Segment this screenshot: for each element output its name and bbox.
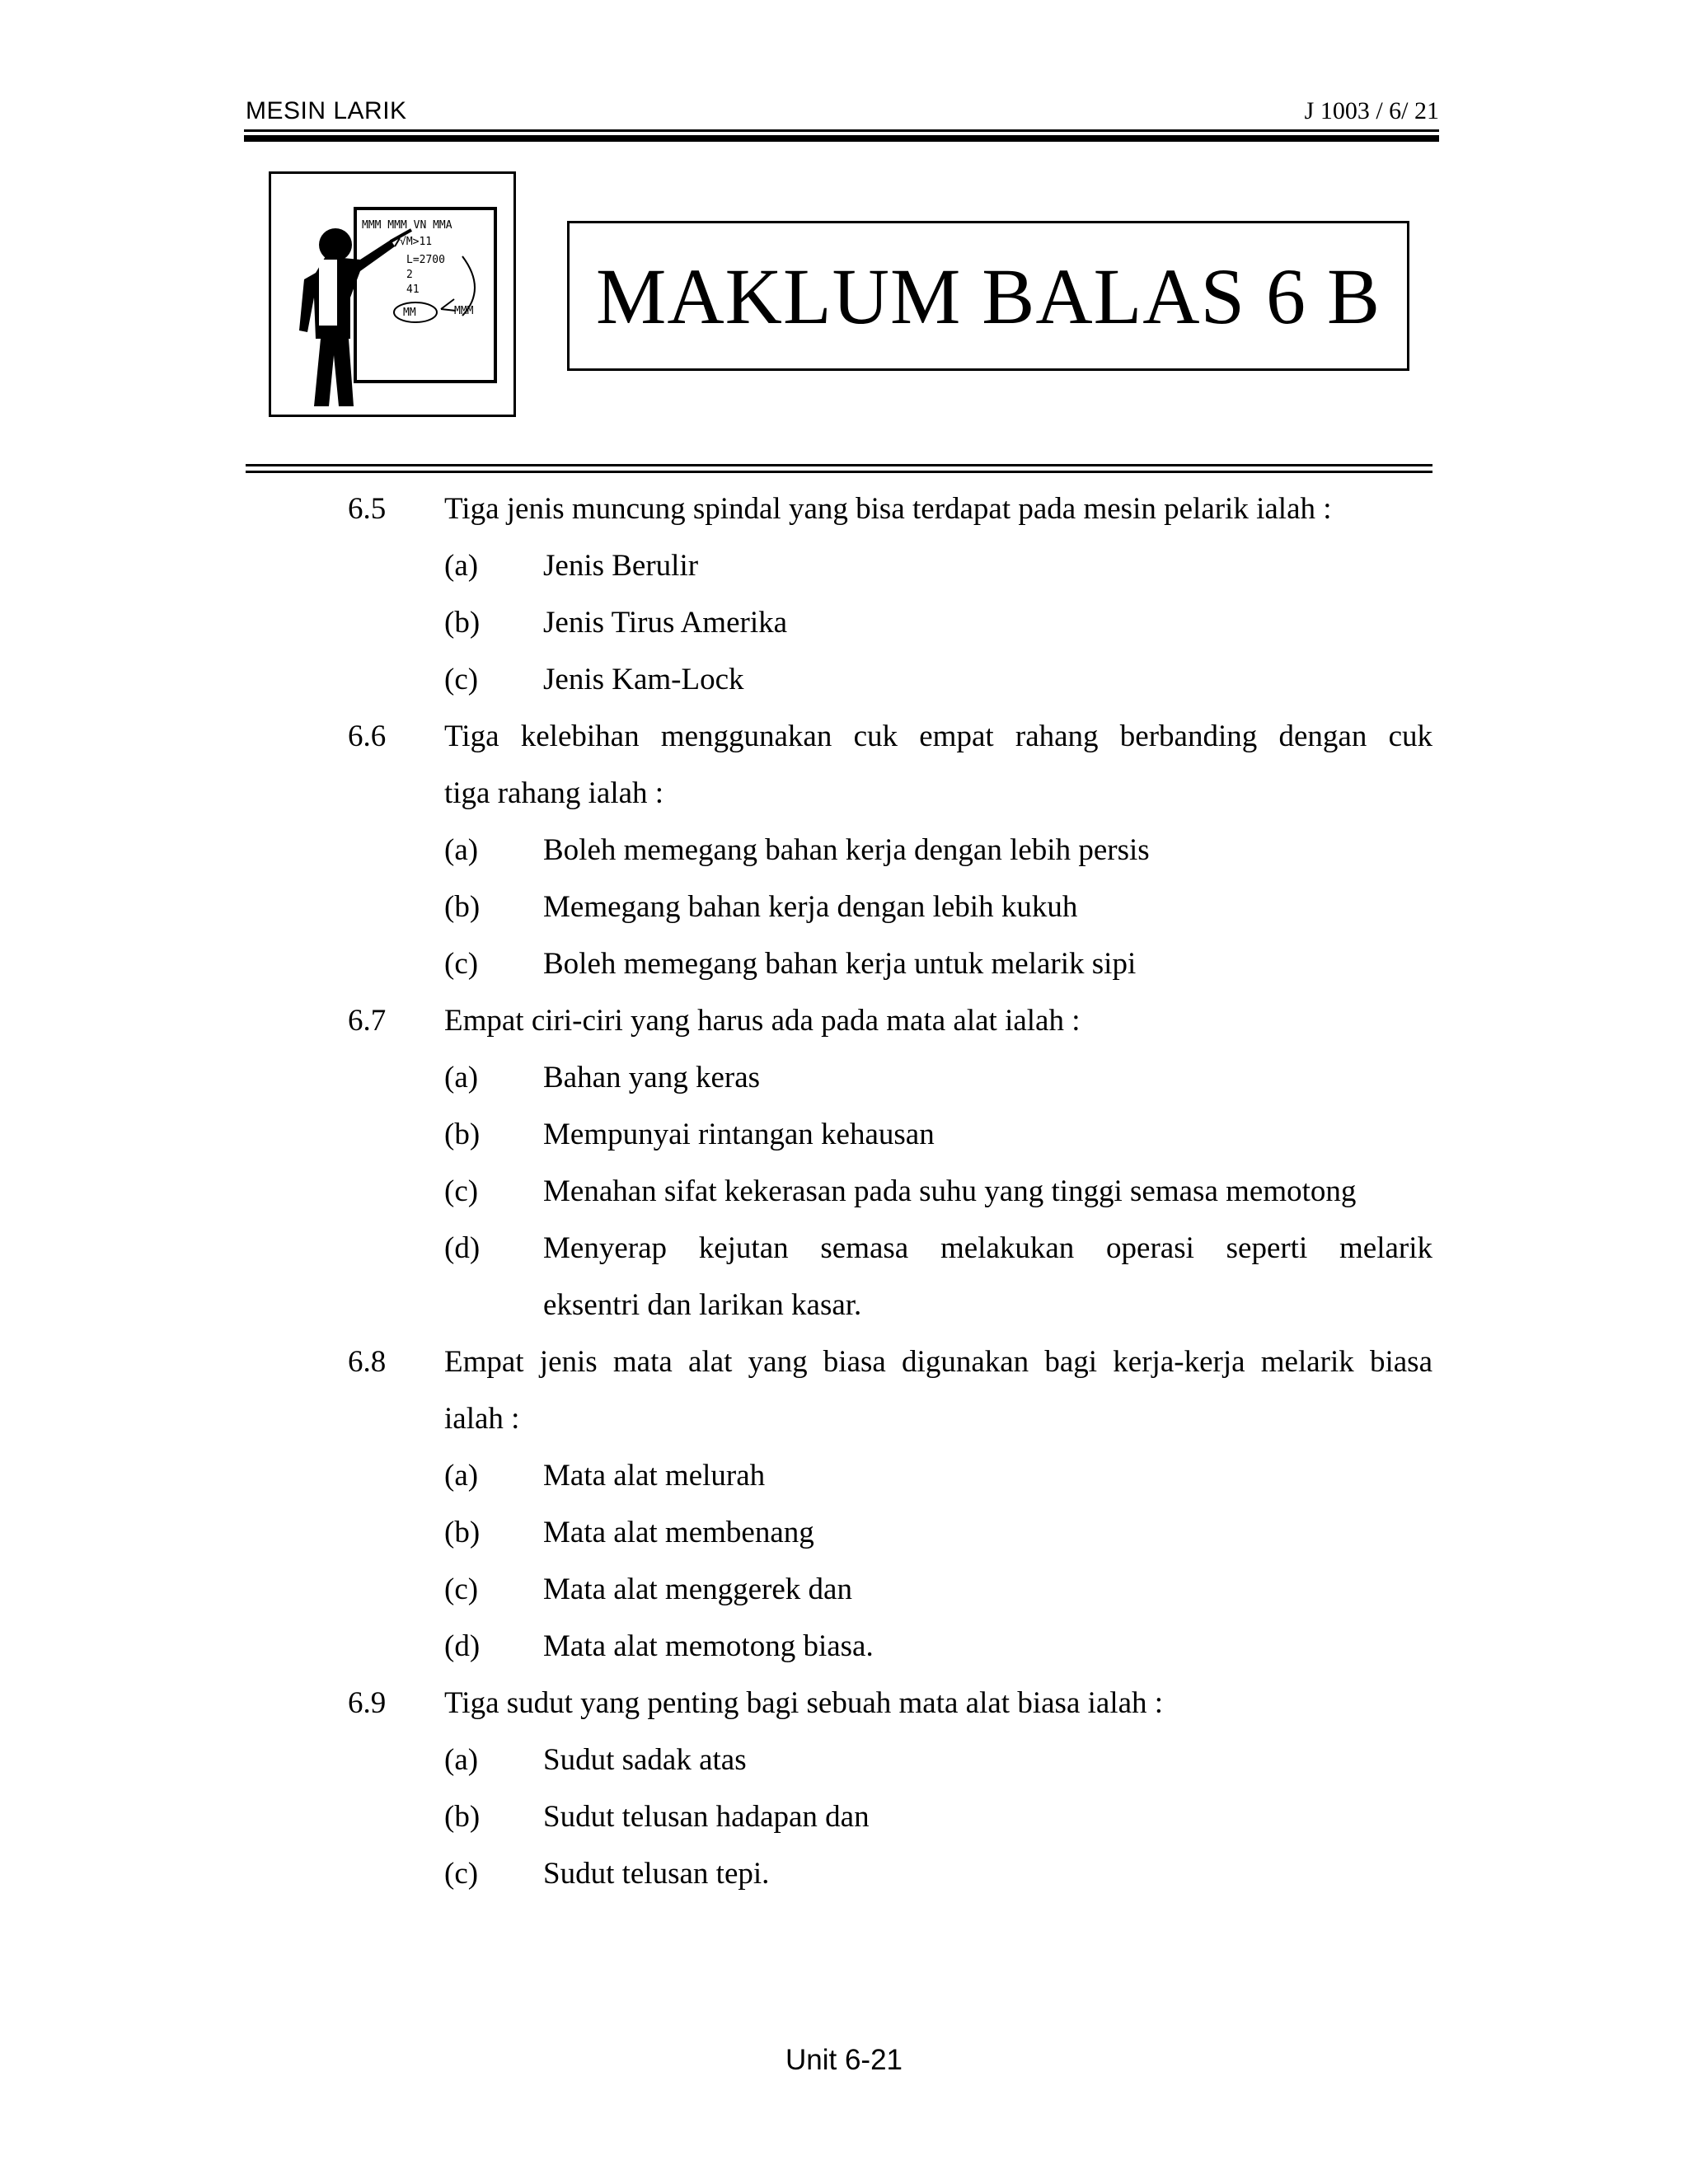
title-box xyxy=(567,221,1409,371)
title-rule-lower xyxy=(246,471,1432,473)
item-text: Mata alat melurah xyxy=(543,1459,766,1493)
item-label: (d) xyxy=(444,1629,481,1663)
item-text: Menahan sifat kekerasan pada suhu yang tinggi semasa memotong xyxy=(543,1174,1357,1208)
item-label: (c) xyxy=(444,1857,479,1891)
question-text-continued: tiga rahang ialah : xyxy=(444,776,664,810)
question-text: Empat ciri-ciri yang harus ada pada mata alat ialah : xyxy=(444,1004,1081,1038)
item-label: (b) xyxy=(444,1516,481,1549)
question-number: 6.6 xyxy=(348,719,387,753)
item-label: (a) xyxy=(444,833,479,867)
item-label: (a) xyxy=(444,1061,479,1094)
question-text: Tiga sudut yang penting bagi sebuah mata alat biasa ialah : xyxy=(444,1686,1164,1720)
item-text: Mata alat membenang xyxy=(543,1516,814,1549)
header-rule-thin xyxy=(244,129,1439,132)
item-label: (a) xyxy=(444,549,479,583)
board-scribble-6: MMM xyxy=(454,305,474,317)
item-text: Jenis Kam-Lock xyxy=(543,663,744,696)
item-text: Menyerap kejutan semasa melakukan operasi seperti melarik xyxy=(543,1231,1432,1265)
board-scribble-5: 41 xyxy=(406,284,420,296)
title-rule-upper xyxy=(246,464,1432,466)
item-label: (b) xyxy=(444,890,481,924)
page-header-left: MESIN LARIK xyxy=(246,97,407,124)
question-number: 6.9 xyxy=(348,1686,387,1720)
question-number: 6.5 xyxy=(348,492,387,526)
item-text: Memegang bahan kerja dengan lebih kukuh xyxy=(543,890,1078,924)
question-number: 6.7 xyxy=(348,1004,387,1038)
item-text: Mata alat menggerek dan xyxy=(543,1572,852,1606)
question-text-continued: ialah : xyxy=(444,1402,520,1436)
question-number: 6.8 xyxy=(348,1345,387,1379)
board-scribble-7: MM xyxy=(403,307,416,319)
item-label: (c) xyxy=(444,663,479,696)
item-label: (d) xyxy=(444,1231,481,1265)
question-text: Empat jenis mata alat yang biasa digunakan bagi kerja-kerja melarik biasa xyxy=(444,1345,1432,1379)
item-text: Boleh memegang bahan kerja dengan lebih persis xyxy=(543,833,1150,867)
page-title: MAKLUM BALAS 6 B xyxy=(595,251,1381,340)
header-rule-thick xyxy=(244,135,1439,142)
board-scribble-4: 2 xyxy=(406,269,413,281)
item-label: (c) xyxy=(444,1174,479,1208)
item-label: (b) xyxy=(444,1800,481,1834)
item-text: Sudut telusan hadapan dan xyxy=(543,1800,870,1834)
page-header-right: J 1003 / 6/ 21 xyxy=(1304,97,1439,124)
item-label: (b) xyxy=(444,606,481,640)
item-label: (c) xyxy=(444,947,479,981)
board-scribble-2: √M>11 xyxy=(400,236,433,248)
item-text: Mata alat memotong biasa. xyxy=(543,1629,874,1663)
page-footer: Unit 6-21 xyxy=(785,2044,903,2076)
item-text: Sudut sadak atas xyxy=(543,1743,747,1777)
board-scribble-1: MMM MMM VN MMA xyxy=(362,219,452,232)
item-text-continued: eksentri dan larikan kasar. xyxy=(543,1288,862,1322)
question-text: Tiga kelebihan menggunakan cuk empat rahang berbanding dengan cuk xyxy=(444,719,1432,753)
item-label: (a) xyxy=(444,1743,479,1777)
item-label: (b) xyxy=(444,1118,481,1151)
teacher-at-board-illustration xyxy=(269,171,516,417)
item-text: Jenis Berulir xyxy=(543,549,699,583)
item-text: Mempunyai rintangan kehausan xyxy=(543,1118,935,1151)
item-text: Boleh memegang bahan kerja untuk melarik sipi xyxy=(543,947,1137,981)
item-text: Sudut telusan tepi. xyxy=(543,1857,770,1891)
item-label: (a) xyxy=(444,1459,479,1493)
question-text: Tiga jenis muncung spindal yang bisa terdapat pada mesin pelarik ialah : xyxy=(444,492,1332,526)
item-text: Jenis Tirus Amerika xyxy=(543,606,788,640)
teacher-at-board-icon xyxy=(271,174,513,415)
item-label: (c) xyxy=(444,1572,479,1606)
item-text: Bahan yang keras xyxy=(543,1061,761,1094)
board-scribble-3: L=2700 xyxy=(406,254,445,266)
